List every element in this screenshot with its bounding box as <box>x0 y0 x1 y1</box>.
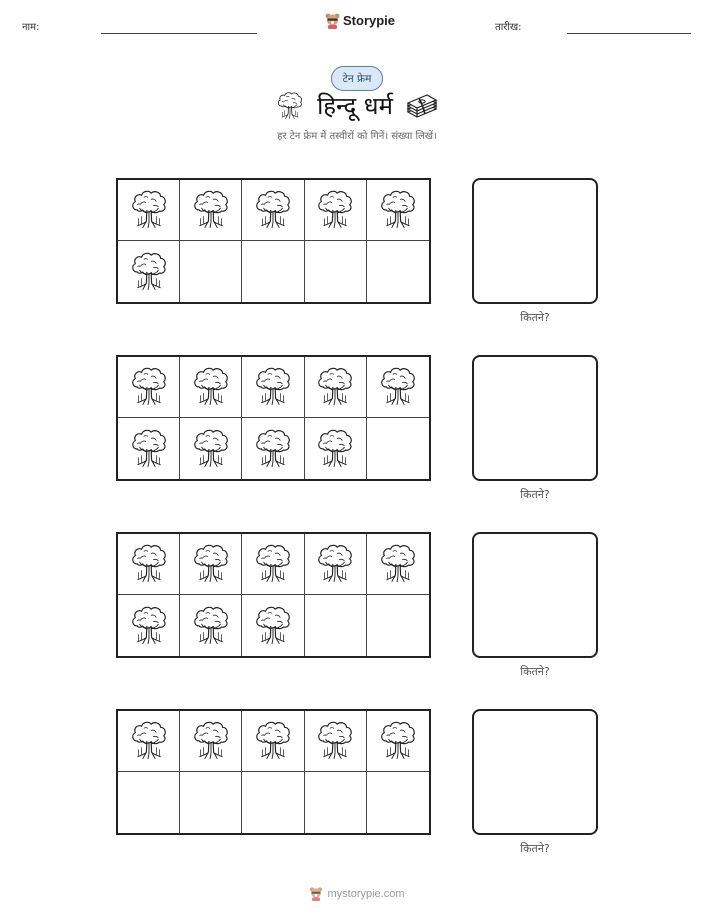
banyan-tree-icon <box>128 543 170 585</box>
ten-frame-cell <box>367 772 429 833</box>
banyan-tree-icon <box>314 366 356 408</box>
ten-frame <box>116 709 431 835</box>
banyan-tree-icon <box>128 251 170 293</box>
banyan-tree-icon <box>377 189 419 231</box>
banyan-tree-icon <box>190 605 232 647</box>
ten-frame-cell <box>118 418 180 479</box>
answer-box[interactable] <box>472 355 598 481</box>
banyan-tree-icon <box>377 366 419 408</box>
banyan-tree-icon <box>314 428 356 470</box>
banyan-tree-icon <box>314 543 356 585</box>
ten-frame-cell <box>242 711 304 772</box>
ten-frame-cell <box>305 418 367 479</box>
ten-frame-cell <box>118 241 180 302</box>
brand-name: Storypie <box>343 13 396 28</box>
banyan-tree-icon <box>252 428 294 470</box>
footer <box>0 886 714 901</box>
ten-frame <box>116 355 431 481</box>
ten-frame-cell <box>118 595 180 656</box>
ten-frame-cell <box>180 534 242 595</box>
banyan-tree-icon <box>314 720 356 762</box>
answer-label: कितने? <box>520 488 550 501</box>
ten-frame-cell <box>180 241 242 302</box>
banyan-tree-icon <box>252 543 294 585</box>
ten-frame-cell <box>367 418 429 479</box>
title-row <box>0 89 714 122</box>
ten-frame-cell <box>180 711 242 772</box>
answer-box[interactable] <box>472 709 598 835</box>
banyan-tree-icon <box>190 720 232 762</box>
ten-frame-cell <box>180 357 242 418</box>
banyan-tree-icon <box>377 543 419 585</box>
ten-frame-cell <box>180 772 242 833</box>
date-field[interactable] <box>567 33 691 34</box>
ten-frame-cell <box>305 357 367 418</box>
ten-frame-cell <box>367 711 429 772</box>
banyan-tree-icon <box>190 428 232 470</box>
ten-frame-cell <box>118 180 180 241</box>
worksheet-type-badge: टेन फ्रेम <box>331 66 383 91</box>
ten-frame-cell <box>305 180 367 241</box>
bear-mascot-icon <box>325 12 340 29</box>
footer-website[interactable]: mystorypie.com <box>327 887 405 900</box>
money-stack-icon <box>405 92 439 120</box>
answer-box[interactable] <box>472 178 598 304</box>
ten-frame-cell <box>367 534 429 595</box>
banyan-tree-icon <box>275 91 305 121</box>
date-label: तारीख: <box>495 22 522 33</box>
ten-frame-cell <box>180 180 242 241</box>
ten-frame <box>116 178 431 304</box>
banyan-tree-icon <box>128 366 170 408</box>
ten-frame-cell <box>242 241 304 302</box>
page-title: हिन्दू धर्म <box>317 92 393 120</box>
banyan-tree-icon <box>252 189 294 231</box>
banyan-tree-icon <box>190 189 232 231</box>
ten-frame-cell <box>180 418 242 479</box>
banyan-tree-icon <box>252 366 294 408</box>
answer-label: कितने? <box>520 665 550 678</box>
ten-frame-cell <box>118 534 180 595</box>
banyan-tree-icon <box>128 720 170 762</box>
ten-frame-cell <box>242 772 304 833</box>
answer-label: कितने? <box>520 842 550 855</box>
ten-frame-cell <box>180 595 242 656</box>
answer-box[interactable] <box>472 532 598 658</box>
ten-frame-cell <box>367 595 429 656</box>
ten-frame-cell <box>367 180 429 241</box>
ten-frame-cell <box>242 418 304 479</box>
ten-frame-cell <box>118 357 180 418</box>
ten-frame-cell <box>367 357 429 418</box>
answer-label: कितने? <box>520 311 550 324</box>
ten-frame-cell <box>305 711 367 772</box>
ten-frame-cell <box>118 711 180 772</box>
name-label: नाम: <box>22 22 40 33</box>
ten-frame-cell <box>305 241 367 302</box>
ten-frame <box>116 532 431 658</box>
banyan-tree-icon <box>128 428 170 470</box>
name-field[interactable] <box>101 33 257 34</box>
banyan-tree-icon <box>252 605 294 647</box>
ten-frame-cell <box>305 595 367 656</box>
banyan-tree-icon <box>190 366 232 408</box>
banyan-tree-icon <box>128 189 170 231</box>
ten-frame-cell <box>242 595 304 656</box>
brand-logo <box>325 12 395 29</box>
ten-frame-cell <box>118 772 180 833</box>
ten-frame-cell <box>242 180 304 241</box>
ten-frame-cell <box>305 772 367 833</box>
ten-frame-cell <box>305 534 367 595</box>
banyan-tree-icon <box>314 189 356 231</box>
banyan-tree-icon <box>377 720 419 762</box>
banyan-tree-icon <box>128 605 170 647</box>
banyan-tree-icon <box>252 720 294 762</box>
ten-frame-cell <box>242 534 304 595</box>
ten-frame-cell <box>367 241 429 302</box>
instructions: हर टेन फ्रेम में तस्वीरों को गिनें। संख्या लिखें। <box>277 131 437 142</box>
banyan-tree-icon <box>190 543 232 585</box>
bear-mascot-icon <box>309 886 323 901</box>
ten-frame-cell <box>242 357 304 418</box>
